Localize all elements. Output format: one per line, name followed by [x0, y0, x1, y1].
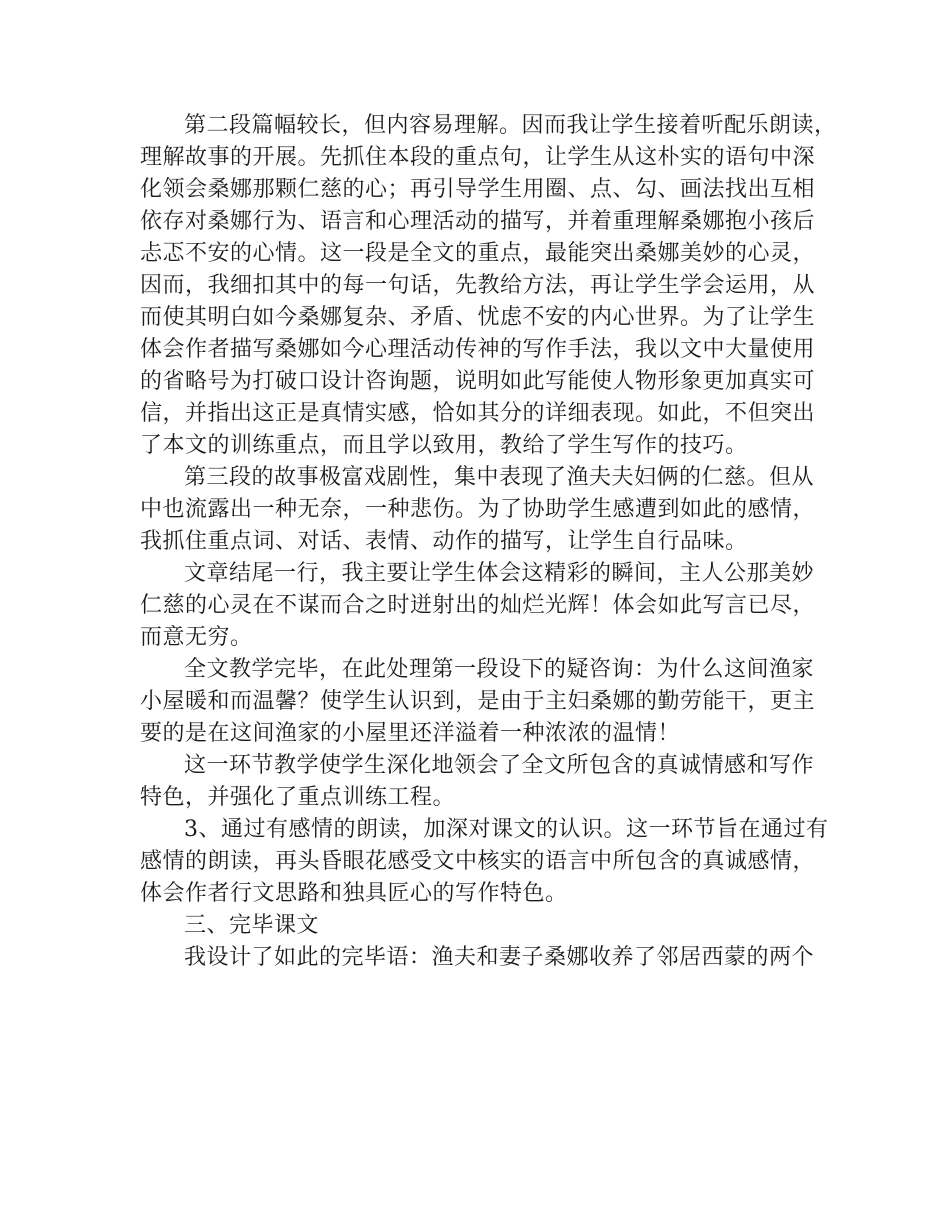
text-line: 小屋暖和而温馨？使学生认识到，是由于主妇桑娜的勤劳能干，更主	[140, 689, 816, 714]
text-line: 化领会桑娜那颗仁慈的心；再引导学生用圈、点、勾、画法找出互相	[140, 177, 816, 202]
text-line: 第三段的故事极富戏剧性，集中表现了渔夫夫妇俩的仁慈。但从	[184, 465, 815, 490]
document-body	[140, 110, 837, 974]
text-line: 的省略号为打破口设计咨询题，说明如此写能使人物形象更加真实可	[140, 369, 816, 394]
text-line: 文章结尾一行，我主要让学生体会这精彩的瞬间，主人公那美妙	[184, 561, 815, 586]
text-line: 中也流露出一种无奈，一种悲伤。为了协助学生感遭到如此的感情，	[140, 497, 816, 522]
text-line: 因而，我细扣其中的每一句话，先教给方法，再让学生学会运用，从	[140, 273, 816, 298]
text-line: 这一环节教学使学生深化地领会了全文所包含的真诚情感和写作	[184, 753, 815, 778]
text-line: 我设计了如此的完毕语：渔夫和妻子桑娜收养了邻居西蒙的两个	[184, 945, 815, 970]
text-line: 依存对桑娜行为、语言和心理活动的描写，并着重理解桑娜抱小孩后	[140, 209, 816, 234]
text-line: 我抓住重点词、对话、表情、动作的描写，让学生自行品味。	[140, 529, 748, 554]
text-line: 第二段篇幅较长，但内容易理解。因而我让学生接着听配乐朗读，	[184, 113, 837, 138]
text-line: 全文教学完毕，在此处理第一段设下的疑咨询：为什么这间渔家	[184, 657, 815, 682]
text-line: 特色，并强化了重点训练工程。	[140, 785, 456, 810]
text-line: 体会作者行文思路和独具匠心的写作特色。	[140, 881, 568, 906]
text-line: 要的是在这间渔家的小屋里还洋溢着一种浓浓的温情！	[140, 721, 681, 746]
text-line: 3、通过有感情的朗读，加深对课文的认识。这一环节旨在通过有	[184, 817, 829, 842]
text-line: 理解故事的开展。先抓住本段的重点句，让学生从这朴实的语句中深	[140, 145, 816, 170]
text-line: 感情的朗读，再头昏眼花感受文中核实的语言中所包含的真诚感情，	[140, 849, 816, 874]
text-line: 而使其明白如今桑娜复杂、矛盾、忧虑不安的内心世界。为了让学生	[140, 305, 816, 330]
text-line: 仁慈的心灵在不谋而合之时迸射出的灿烂光辉！体会如此写言已尽，	[140, 593, 816, 618]
text-line: 三、完毕课文	[184, 913, 320, 938]
text-line: 忐忑不安的心情。这一段是全文的重点，最能突出桑娜美妙的心灵，	[140, 241, 816, 266]
text-line: 体会作者描写桑娜如今心理活动传神的写作手法，我以文中大量使用	[140, 337, 816, 362]
text-line: 而意无穷。	[140, 625, 253, 650]
text-line: 信，并指出这正是真情实感，恰如其分的详细表现。如此，不但突出	[140, 401, 816, 426]
text-line: 了本文的训练重点，而且学以致用，教给了学生写作的技巧。	[140, 433, 748, 458]
